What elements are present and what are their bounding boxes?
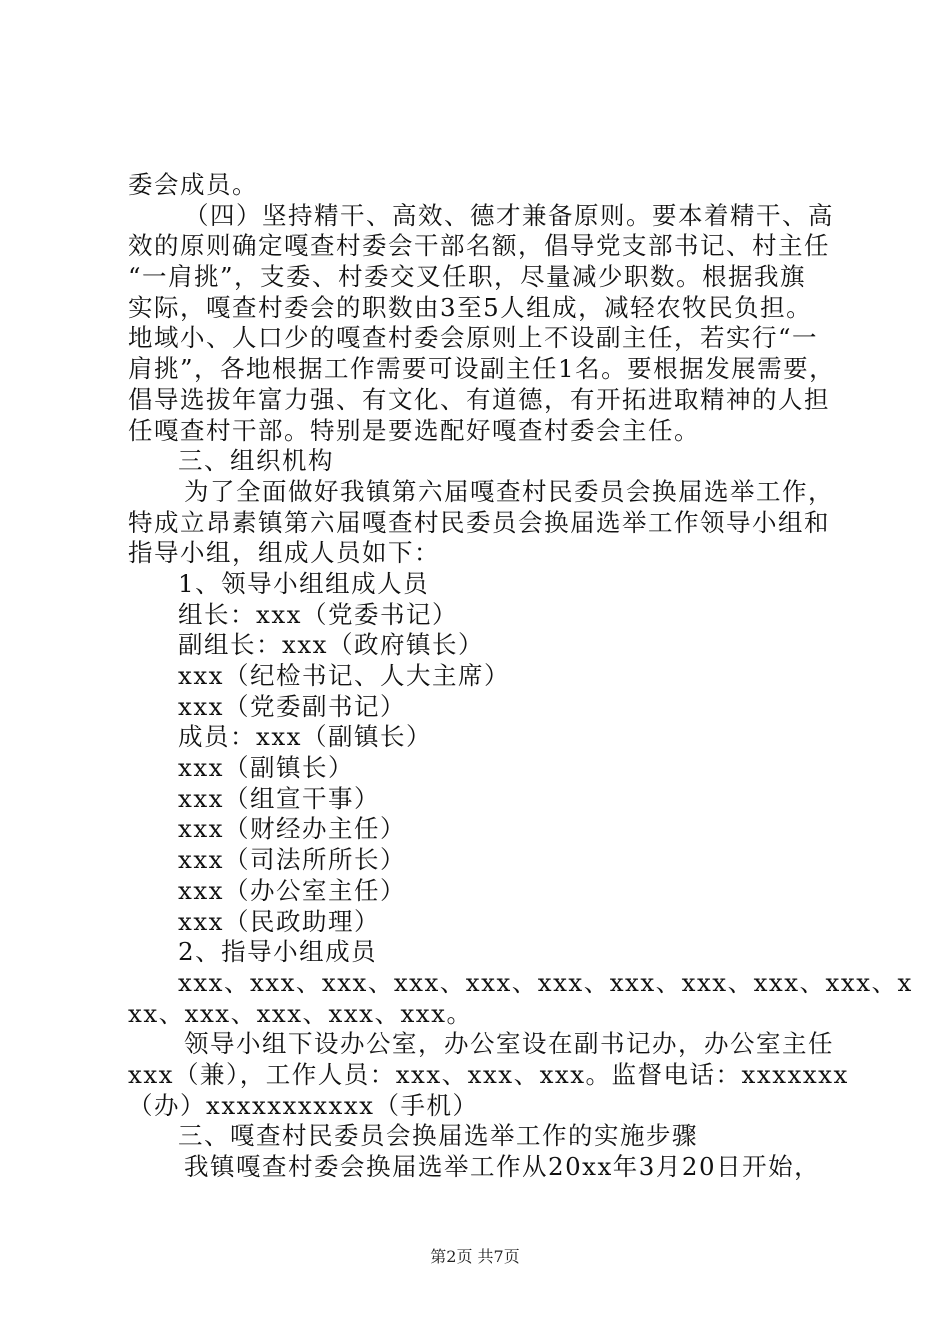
text-line: xxx（兼），工作人员：xxx、xxx、xxx。监督电话：xxxxxxx: [128, 1059, 849, 1089]
page-footer: 第2页 共7页: [430, 1247, 520, 1266]
section-heading: 三、组织机构: [178, 446, 334, 476]
member-line: xxx（民政助理）: [178, 906, 380, 936]
member-line: xxx（办公室主任）: [178, 875, 406, 905]
text-line: 我镇嘎查村委会换届选举工作从20xx年3月20日开始，: [184, 1152, 821, 1181]
section-heading: 三、嘎查村民委员会换届选举工作的实施步骤: [178, 1121, 698, 1151]
member-line: 副组长：xxx（政府镇长）: [178, 630, 484, 660]
text-line: xx、xxx、xxx、xxx、xxx。: [128, 998, 473, 1028]
text-line: （办）xxxxxxxxxxx（手机）: [128, 1090, 479, 1120]
subsection-heading: 2、指导小组成员: [178, 937, 378, 967]
member-line: xxx（党委副书记）: [178, 691, 406, 721]
text-line: 委会成员。: [128, 170, 258, 199]
member-line: 组长：xxx（党委书记）: [178, 599, 458, 629]
member-line: xxx（组宣干事）: [178, 783, 380, 813]
text-line: （四）坚持精干、高效、德才兼备原则。要本着精干、高: [184, 200, 834, 230]
document-body: [128, 170, 913, 1183]
text-line: 特成立昂素镇第六届嘎查村民委员会换届选举工作领导小组和: [128, 507, 830, 537]
text-line: 效的原则确定嘎查村委会干部名额，倡导党支部书记、村主任: [128, 231, 830, 261]
member-line: xxx（财经办主任）: [178, 814, 406, 844]
text-line: 地域小、人口少的嘎查村委会原则上不设副主任，若实行“一: [128, 323, 819, 353]
subsection-heading: 1、领导小组组成人员: [178, 568, 430, 598]
text-line: 指导小组，组成人员如下：: [128, 538, 440, 568]
text-line: 任嘎查村干部。特别是要选配好嘎查村委会主任。: [128, 415, 700, 445]
member-line: 成员：xxx（副镇长）: [178, 722, 432, 752]
member-line: xxx（纪检书记、人大主席）: [178, 661, 510, 690]
text-line: 倡导选拔年富力强、有文化、有道德，有开拓进取精神的人担: [128, 384, 830, 414]
text-line: 实际，嘎查村委会的职数由3至5人组成，减轻农牧民负担。: [128, 292, 813, 322]
member-line: xxx（司法所所长）: [178, 845, 406, 875]
member-line: xxx（副镇长）: [178, 753, 354, 783]
text-line: xxx、xxx、xxx、xxx、xxx、xxx、xxx、xxx、xxx、xxx、x: [178, 967, 913, 997]
text-line: 领导小组下设办公室，办公室设在副书记办，办公室主任: [184, 1029, 834, 1059]
text-line: 肩挑”，各地根据工作需要可设副主任1名。要根据发展需要，: [128, 354, 836, 384]
text-line: 为了全面做好我镇第六届嘎查村民委员会换届选举工作，: [184, 476, 834, 506]
text-line: “一肩挑”，支委、村委交叉任职，尽量减少职数。根据我旗: [128, 262, 807, 292]
